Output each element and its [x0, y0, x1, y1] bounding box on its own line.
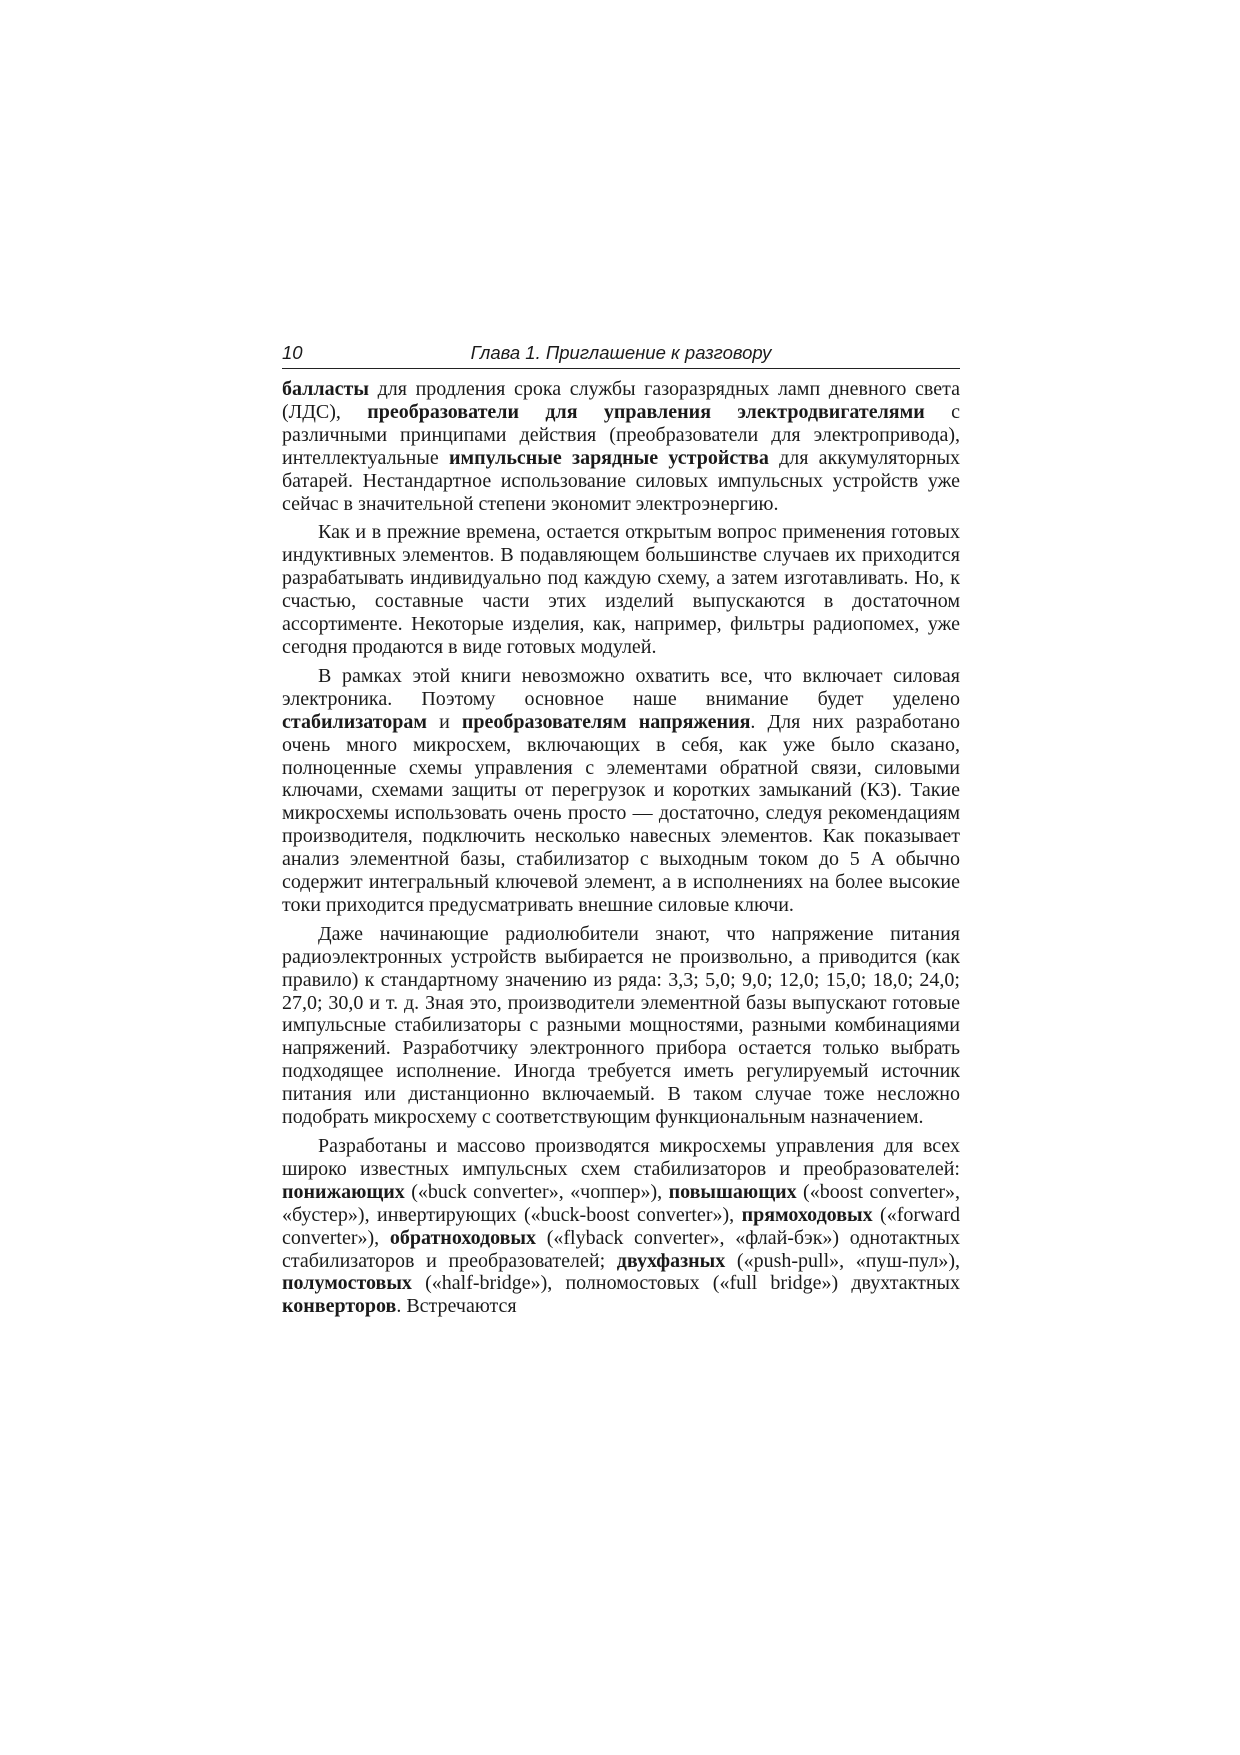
paragraph-2 — [282, 521, 960, 658]
text-span: Как и в прежние времена, остается открытым вопрос применения готовых индуктивных элементов. В подавляющем большинстве случаев их приходится разрабатывать индивидуально под каждую схему, а затем изготавливать. Но, к счастью, составные части этих изделий выпускаются в достаточном ассортименте. Некоторые изделия, как, например, фильтры радиопомех, уже сегодня продаются в виде готовых модулей. — [282, 521, 960, 658]
book-page — [282, 338, 960, 1324]
text-span: («flyback converter», «флай-бэк») однотактных стабилизаторов и преобразователей; — [282, 1226, 960, 1272]
text-span: для продления срока службы газоразрядных ламп дневного света (ЛДС), — [282, 378, 960, 423]
text-span: . Встречаются — [396, 1295, 517, 1318]
text-span: для аккумуляторных батарей. Нестандартное использование силовых импульсных устройств уже сейчас в значительной степени экономит электроэнергию. — [282, 446, 961, 515]
page-number: 10 — [282, 342, 303, 363]
text-span: («boost converter», «бустер»), инвертирующих («buck-boost converter»), — [282, 1180, 960, 1226]
term-converters: конверторов — [282, 1295, 397, 1318]
running-header — [282, 338, 960, 369]
term-flyback: обратноходовых — [389, 1226, 537, 1249]
text-span: Даже начинающие радиолюбители знают, что напряжение питания радиоэлектронных устройств выбирается не произвольно, а приводится (как правило) к стандартному значению из ряда: 3,3; 5,0; 9,0; 12,0; 15,0; 18,0; 24,0; 27,0; 30,0 и т. д. Зная это, производители элементной базы выпускают готовые импульсные стабилизаторы с разными мощностями, разными комбинациями напряжений. Разработчику электронного прибора остается только выбрать подходящее исполнение. Иногда требуется иметь регулируемый источник питания или дистанционно включаемый. В таком случае тоже несложно подобрать микросхему с соответствующим функциональным назначением. — [282, 922, 960, 1129]
term-boost: повышающих — [668, 1180, 797, 1203]
paragraph-5 — [282, 1135, 960, 1318]
text-span: («half-bridge»), полномостовых («full bridge») двухтактных — [411, 1272, 960, 1295]
term-half-bridge: полумостовых — [282, 1272, 412, 1295]
text-span: . Для них разработано очень много микросхем, включающих в себя, как уже было сказано, полноценные схемы управления с элементами обратной связи, силовыми ключами, схемами защиты от перегрузок и коротких замыканий (КЗ). Такие микросхемы использовать очень просто — достаточно, следуя рекомендациям производителя, подключить несколько навесных элементов. Как показывает анализ элементной базы, стабилизатор с выходным током до 5 А обычно содержит интегральный ключевой элемент, а в исполнениях на более высокие токи приходится предусматривать внешние силовые ключи. — [282, 710, 961, 916]
paragraph-3 — [282, 665, 960, 917]
term-buck: понижающих — [282, 1180, 405, 1203]
term-voltage-converters: преобразователям напряжения — [461, 710, 751, 733]
term-pulse-chargers: импульсные зарядные устройства — [448, 446, 769, 469]
text-span: Разработаны и массово производятся микросхемы управления для всех широко известных импульсных схем стабилизаторов и преобразователей: — [282, 1135, 960, 1180]
text-span: («forward converter»), — [282, 1203, 961, 1249]
term-forward: прямоходовых — [741, 1203, 873, 1226]
text-span: с различными принципами действия (преобразователи для электропривода), интеллектуальные — [282, 400, 960, 469]
text-span: («push-pull», «пуш-пул»), — [725, 1249, 960, 1272]
paragraph-4 — [282, 923, 960, 1129]
paragraph-1 — [282, 378, 960, 515]
text-span: В рамках этой книги невозможно охватить все, что включает силовая электроника. Поэтому основное наше внимание будет уделено — [282, 664, 960, 710]
text-span: и — [427, 710, 462, 733]
term-stabilizers: стабилизаторам — [282, 710, 428, 733]
term-ballasts: балласты — [282, 378, 369, 400]
term-motor-converters: преобразователи для управления электродвигателями — [367, 400, 925, 423]
term-push-pull: двухфазных — [616, 1249, 726, 1272]
chapter-title: Глава 1. Приглашение к разговору — [470, 342, 772, 363]
body-text — [282, 378, 960, 1318]
text-span: («buck converter», «чоппер»), — [404, 1180, 669, 1203]
